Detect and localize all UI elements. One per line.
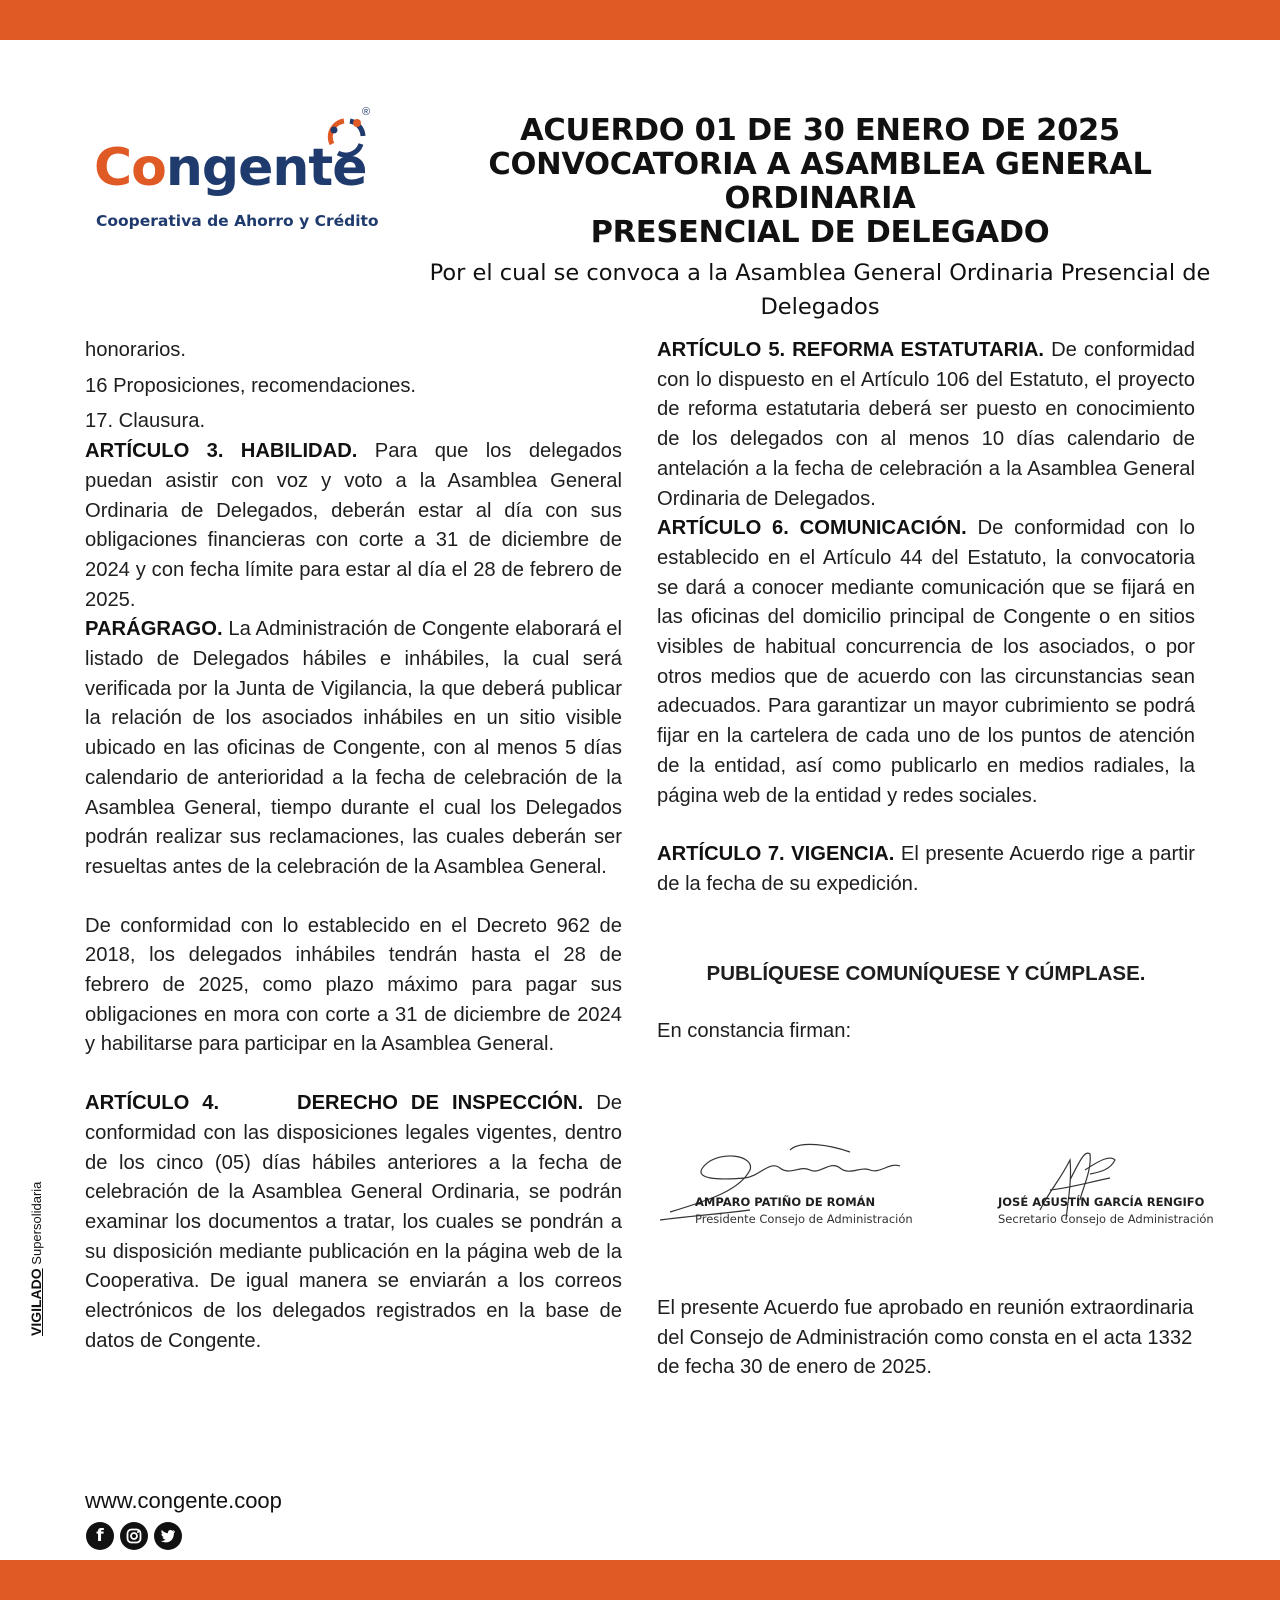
logo-wordmark: Congente bbox=[94, 138, 367, 198]
list-item: 16 Proposiciones, recomendaciones. bbox=[85, 374, 417, 397]
right-column bbox=[657, 336, 1195, 1047]
congente-logo bbox=[94, 106, 384, 242]
document-header bbox=[400, 114, 1240, 324]
social-icons bbox=[86, 1522, 182, 1550]
instagram-icon[interactable] bbox=[120, 1522, 148, 1550]
signature-block bbox=[650, 1140, 1250, 1250]
subtitle: Por el cual se convoca a la Asamblea General Ordinaria Presencial de Delegados bbox=[429, 260, 1211, 320]
publiquese-statement: PUBLÍQUESE COMUNÍQUESE Y CÚMPLASE. bbox=[706, 961, 1146, 985]
signature-secretary: JOSÉ AGUSTÍN GARCÍA RENGIFO Secretario Consejo de Administración bbox=[998, 1195, 1214, 1226]
article-6: ARTÍCULO 6. COMUNICACIÓN. De conformidad con lo establecido en el Artículo 44 del Estatuto, la convocatoria se dará a conocer mediante comunicación que se fijará en las oficinas del domicilio principal de Congente o en sitios visibles de habitual concurrencia de los asociados, o por otros medios que de acuerdo con las circunstancias sean adecuados. Para garantizar un mayor cubrimiento se podrá fijar en la cartelera de cada uno de los puntos de atención de la entidad, así como publicarlo en medios radiales, la página web de la entidad y redes sociales. bbox=[657, 517, 1196, 807]
list-item: 17. Clausura. bbox=[85, 410, 206, 433]
twitter-icon[interactable] bbox=[154, 1522, 182, 1550]
decreto-paragraph: De conformidad con lo establecido en el Decreto 962 de 2018, los delegados inhábiles tendrán hasta el 28 de febrero de 2025, como plazo máximo para pagar sus obligaciones en mora con corte a 31 de diciembre de 2024 y habilitarse para participar en la Asamblea General. bbox=[85, 914, 622, 1056]
signature-president: AMPARO PATIÑO DE ROMÁN Presidente Consejo de Administración bbox=[695, 1195, 913, 1226]
left-column bbox=[85, 336, 622, 1357]
vigilado-stamp: VIGILADO Supersolidaria bbox=[28, 1181, 44, 1336]
bottom-accent-bar bbox=[0, 1560, 1280, 1600]
article-4: ARTÍCULO 4. DERECHO DE INSPECCIÓN. De conformidad con las disposiciones legales vigentes, dentro de los cinco (05) días hábiles anteriores a la fecha de celebración de la Asamblea General Ordinaria, se podrán examinar los documentos a tratar, los cuales se pondrán a su disposición mediante publicación en la página web de la Cooperativa. De igual manera se enviarán a los correos electrónicos de los delegados registrados en la base de datos de Congente. bbox=[85, 1092, 622, 1352]
article-7: ARTÍCULO 7. VIGENCIA. El presente Acuerdo rige a partir de la fecha de su expedición. bbox=[657, 843, 1196, 895]
logo-tagline: Cooperativa de Ahorro y Crédito bbox=[96, 212, 379, 230]
title-line-2: CONVOCATORIA A ASAMBLEA GENERAL ORDINARIA bbox=[488, 147, 1152, 216]
article-5: ARTÍCULO 5. REFORMA ESTATUTARIA. De conformidad con lo dispuesto en el Artículo 106 del Estatuto, el proyecto de reforma estatutaria deberá ser puesto en conocimiento de los delegados con al menos 10 días calendario de antelación a la fecha de celebración a la Asamblea General Ordinaria de Delegados. bbox=[657, 339, 1195, 510]
title-line-3: PRESENCIAL DE DELEGADO bbox=[590, 215, 1050, 250]
top-accent-bar bbox=[0, 0, 1280, 40]
facebook-icon[interactable]: f bbox=[86, 1522, 114, 1550]
approval-text: El presente Acuerdo fue aprobado en reunión extraordinaria del Consejo de Administración como consta en el acta 1332 de fecha 30 de enero de 2025. bbox=[657, 1297, 1194, 1379]
website-link[interactable]: www.congente.coop bbox=[85, 1488, 282, 1513]
approval-note bbox=[657, 1294, 1195, 1383]
paragrafo: PARÁGRAGO. La Administración de Congente elaborará el listado de Delegados hábiles e inhábiles, la cual será verificada por la Junta de Vigilancia, la que deberá publicar la relación de los asociados inhábiles en un sitio visible ubicado en las oficinas de Congente, con al menos 5 días calendario de anterioridad a la fecha de celebración de la Asamblea General, tiempo durante el cual los Delegados podrán realizar sus reclamaciones, las cuales deberán ser resueltas antes de la celebración de la Asamblea General. bbox=[85, 618, 622, 878]
title-line-1: ACUERDO 01 DE 30 ENERO DE 2025 bbox=[520, 113, 1120, 148]
article-3: ARTÍCULO 3. HABILIDAD. Para que los delegados puedan asistir con voz y voto a la Asamblea General Ordinaria de Delegados, deberán estar al día con sus obligaciones financieras con corte a 31 de diciembre de 2024 y con fecha límite para estar al día el 28 de febrero de 2025. bbox=[85, 440, 622, 611]
list-item: honorarios. bbox=[85, 339, 186, 361]
registered-mark: ® bbox=[362, 106, 371, 118]
constancia-line: En constancia firman: bbox=[657, 1020, 852, 1043]
